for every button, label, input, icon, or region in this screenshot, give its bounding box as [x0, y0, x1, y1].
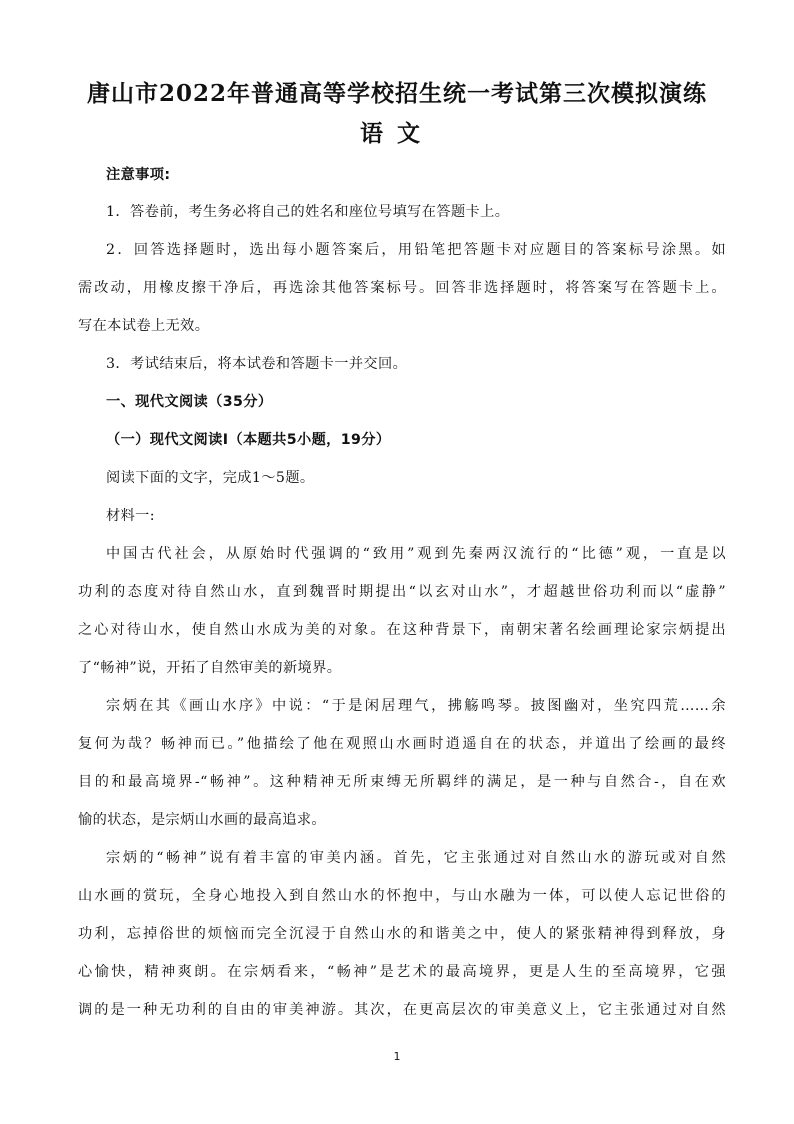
material-line-8: 愉的状态，是宗炳山水画的最高追求。: [78, 812, 326, 828]
notice-item-2-line-1: 2．回答选择题时，选出每小题答案后，用铅笔把答题卡对应题目的答案标号涂黑。如: [106, 242, 726, 258]
notice-item-1: 1．答卷前，考生务必将自己的姓名和座位号填写在答题卡上。: [106, 204, 510, 220]
material-line-13: 调的是一种无功利的自由的审美神游。其次，在更高层次的审美意义上，它主张通过对自然: [78, 1002, 726, 1018]
reading-instruction: 阅读下面的文字，完成1～5题。: [106, 470, 315, 486]
material-line-9: 宗炳的“畅神”说有着丰富的审美内涵。首先，它主张通过对自然山水的游玩或对自然: [106, 850, 726, 866]
section-heading: 一、现代文阅读（35分）: [106, 394, 273, 410]
subsection-heading: （一）现代文阅读Ⅰ（本题共5小题，19分）: [106, 432, 391, 448]
material-line-2: 功利的态度对待自然山水，直到魏晋时期提出“以玄对山水”，才超越世俗功利而以“虚静”: [78, 584, 726, 600]
notice-heading: 注意事项:: [106, 167, 171, 183]
material-line-4: 了“畅神”说，开拓了自然审美的新境界。: [78, 660, 342, 676]
notice-item-2-line-2: 需改动，用橡皮擦干净后，再选涂其他答案标号。回答非选择题时，将答案写在答题卡上。: [78, 280, 726, 296]
exam-subject: 语文: [360, 120, 434, 147]
material-line-11: 功利，忘掉俗世的烦恼而完全沉浸于自然山水的和谐美之中，使人的紧张精神得到释放，身: [78, 926, 726, 942]
material-line-12: 心愉快，精神爽朗。在宗炳看来，“畅神”是艺术的最高境界，更是人生的至高境界，它强: [78, 964, 726, 980]
material-line-5: 宗炳在其《画山水序》中说：“于是闲居理气，拂觞鸣琴。披图幽对，坐究四荒……余: [106, 698, 726, 714]
material-line-7: 目的和最高境界-“畅神”。这种精神无所束缚无所羁绊的满足，是一种与自然合-，自在欢: [78, 774, 726, 790]
material-line-10: 山水画的赏玩，全身心地投入到自然山水的怀抱中，与山水融为一体，可以使人忘记世俗的: [78, 888, 726, 904]
material-label: 材料一:: [106, 508, 155, 524]
notice-item-3: 3．考试结束后，将本试卷和答题卡一并交回。: [106, 356, 408, 372]
material-line-1: 中国古代社会，从原始时代强调的“致用”观到先秦两汉流行的“比德”观，一直是以: [106, 546, 726, 562]
page-number: 1: [393, 1050, 401, 1063]
exam-title: 唐山市2022年普通高等学校招生统一考试第三次模拟演练: [86, 80, 707, 107]
material-line-3: 之心对待山水，使自然山水成为美的对象。在这种背景下，南朝宋著名绘画理论家宗炳提出: [78, 622, 726, 638]
notice-item-2-line-3: 写在本试卷上无效。: [78, 318, 210, 334]
material-line-6: 复何为哉？畅神而已。”他描绘了他在观照山水画时逍遥自在的状态，并道出了绘画的最终: [78, 736, 726, 752]
